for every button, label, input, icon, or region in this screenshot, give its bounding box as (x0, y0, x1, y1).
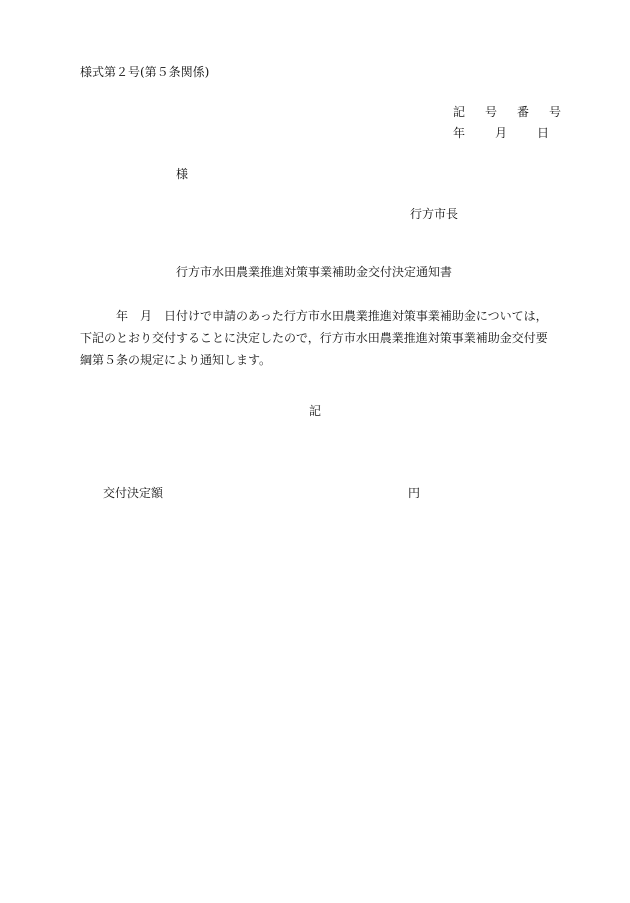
body-line-3: 綱第５条の規定により通知します。 (80, 353, 272, 367)
document-title: 行方市水田農業推進対策事業補助金交付決定通知書 (176, 265, 453, 279)
record-number: 記 号 番 号 (453, 105, 566, 119)
body-paragraph (80, 305, 552, 371)
amount-unit: 円 (408, 486, 421, 500)
amount-label: 交付決定額 (103, 486, 164, 500)
ki-heading: 記 (309, 404, 322, 418)
issuer: 行方市長 (410, 207, 459, 221)
recipient-suffix: 様 (176, 167, 189, 181)
body-line-1: 年 月 日付けで申請のあった行方市水田農業推進対策事業補助金については， (116, 309, 548, 323)
form-label: 様式第２号(第５条関係) (80, 65, 210, 79)
body-line-2: 下記のとおり交付することに決定したので，行方市水田農業推進対策事業補助金交付要 (80, 331, 548, 345)
date-line: 年 月 日 (453, 126, 552, 140)
